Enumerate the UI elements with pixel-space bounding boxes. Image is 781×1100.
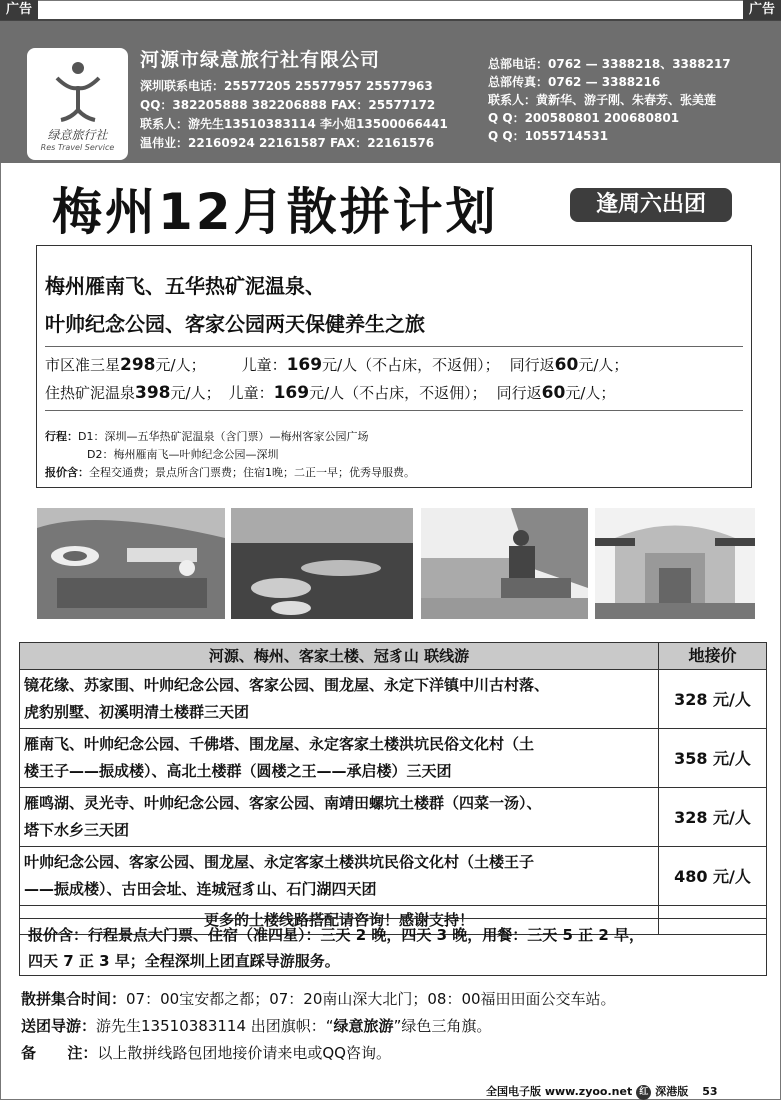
price-cell: 480 元/人 — [659, 847, 767, 906]
guide-note: 送团导游：游先生13510383114 出团旗帜：“绿意旅游”绿色三角旗。 — [21, 1017, 492, 1035]
page-title: 梅州12月散拼计划 — [52, 183, 499, 241]
page-number: 53 — [702, 1085, 718, 1098]
itinerary-label: 行程：D1：深圳—五华热矿泥温泉（含门票）—梅州客家公园广场 — [45, 430, 369, 443]
inclusions-line: 报价含：行程景点大门票、住宿（准四星）：三天 2 晚，四天 3 晚，用餐：三天 5 正 2 早， — [28, 926, 645, 944]
hq-line: Q Q：200580801 200680801 — [488, 111, 680, 125]
price-column-header: 地接价 — [659, 643, 767, 670]
route-cell: 镜花缘、苏家围、叶帅纪念公园、客家公园、围龙屋、永定下洋镇中川古村落、 虎豹别墅、初溪明清土楼群三天团 — [20, 670, 659, 729]
edition-badge: 红 — [636, 1085, 651, 1100]
inclusions-line: 四天 7 正 3 早；全程深圳上团直踩导游服务。 — [28, 952, 340, 970]
footer-edition: 深港版 — [655, 1085, 689, 1098]
hq-line: Q Q：1055714531 — [488, 129, 609, 143]
table-row — [20, 729, 767, 788]
company-name: 河源市绿意旅行社有限公司 — [140, 49, 381, 71]
route-cell: 雁南飞、叶帅纪念公园、千佛塔、围龙屋、永定客家土楼洪坑民俗文化村（土 楼王子——振成楼）、高北土楼群（圆楼之王——承启楼）三天团 — [20, 729, 659, 788]
photo-memorial-statue — [421, 508, 588, 619]
hq-line: 总部传真：0762 — 3388216 — [488, 75, 661, 89]
gather-time-note: 散拼集合时间：07：00宝安都之都；07：20南山深大北门；08：00福田田面公交车站。 — [21, 990, 616, 1008]
price-inclusions — [19, 918, 767, 976]
featured-tour-box — [36, 245, 752, 488]
contact-line: 深圳联系电话：25577205 25577957 25577963 — [140, 79, 433, 93]
table-header — [20, 643, 767, 670]
route-price-table — [19, 642, 767, 935]
table-row — [20, 847, 767, 906]
figure-logo-icon — [51, 60, 105, 122]
remark-note: 备 注：以上散拼线路包团地接价请来电或QQ咨询。 — [21, 1044, 391, 1062]
divider — [45, 346, 743, 347]
price-cell: 328 元/人 — [659, 788, 767, 847]
ad-label-left: 广告 — [0, 0, 38, 20]
divider — [45, 410, 743, 411]
tour-heading: 叶帅纪念公园、客家公园两天保健养生之旅 — [45, 312, 425, 336]
table-row — [20, 788, 767, 847]
photo-hot-spring — [231, 508, 413, 619]
photo-hakka-park-gate — [595, 508, 755, 619]
page-footer — [486, 1083, 718, 1100]
route-column-header: 河源、梅州、客家土楼、冠豸山 联线游 — [20, 643, 659, 670]
logo-name: 绿意旅行社 — [47, 128, 108, 142]
price-line: 市区准三星298元/人； 儿童：169元/人（不占床，不返佣）； 同行返60元/人； — [45, 355, 629, 375]
agency-header — [0, 21, 781, 163]
price-includes: 报价含：全程交通费；景点所含门票费；住宿1晚；二正一早；优秀导服费。 — [45, 466, 415, 479]
agency-logo — [27, 48, 128, 160]
more-routes-note: 更多的土楼线路搭配请咨询！感谢支持！ — [20, 906, 659, 935]
contact-line: QQ：382205888 382206888 FAX：25577172 — [140, 98, 436, 112]
hq-line: 联系人：黄新华、游子刚、朱春芳、张美莲 — [488, 93, 717, 107]
hq-line: 总部电话：0762 — 3388218、3388217 — [488, 57, 731, 71]
route-cell: 雁鸣湖、灵光寺、叶帅纪念公园、客家公园、南靖田螺坑土楼群（四菜一汤）、 塔下水乡三天团 — [20, 788, 659, 847]
price-line: 住热矿泥温泉398元/人； 儿童：169元/人（不占床，不返佣）； 同行返60元/人； — [45, 383, 616, 403]
route-cell: 叶帅纪念公园、客家公园、围龙屋、永定客家土楼洪坑民俗文化村（土楼王子 ——振成楼）、古田会址、连城冠豸山、石门湖四天团 — [20, 847, 659, 906]
price-cell: 358 元/人 — [659, 729, 767, 788]
departure-badge: 逢周六出团 — [570, 188, 732, 222]
logo-subtitle: Res Travel Service — [40, 143, 115, 152]
itinerary-day2: D2：梅州雁南飞—叶帅纪念公园—深圳 — [87, 448, 279, 461]
contact-line: 温伟业：22160924 22161587 FAX：22161576 — [140, 136, 435, 150]
table-row — [20, 670, 767, 729]
price-cell: 328 元/人 — [659, 670, 767, 729]
ad-label-right: 广告 — [743, 0, 781, 20]
photo-round-houses — [37, 508, 225, 619]
tour-heading: 梅州雁南飞、五华热矿泥温泉、 — [45, 274, 325, 298]
footer-site: 全国电子版 www.zyoo.net — [486, 1085, 633, 1098]
contact-line: 联系人：游先生13510383114 李小姐13500066441 — [140, 117, 448, 131]
